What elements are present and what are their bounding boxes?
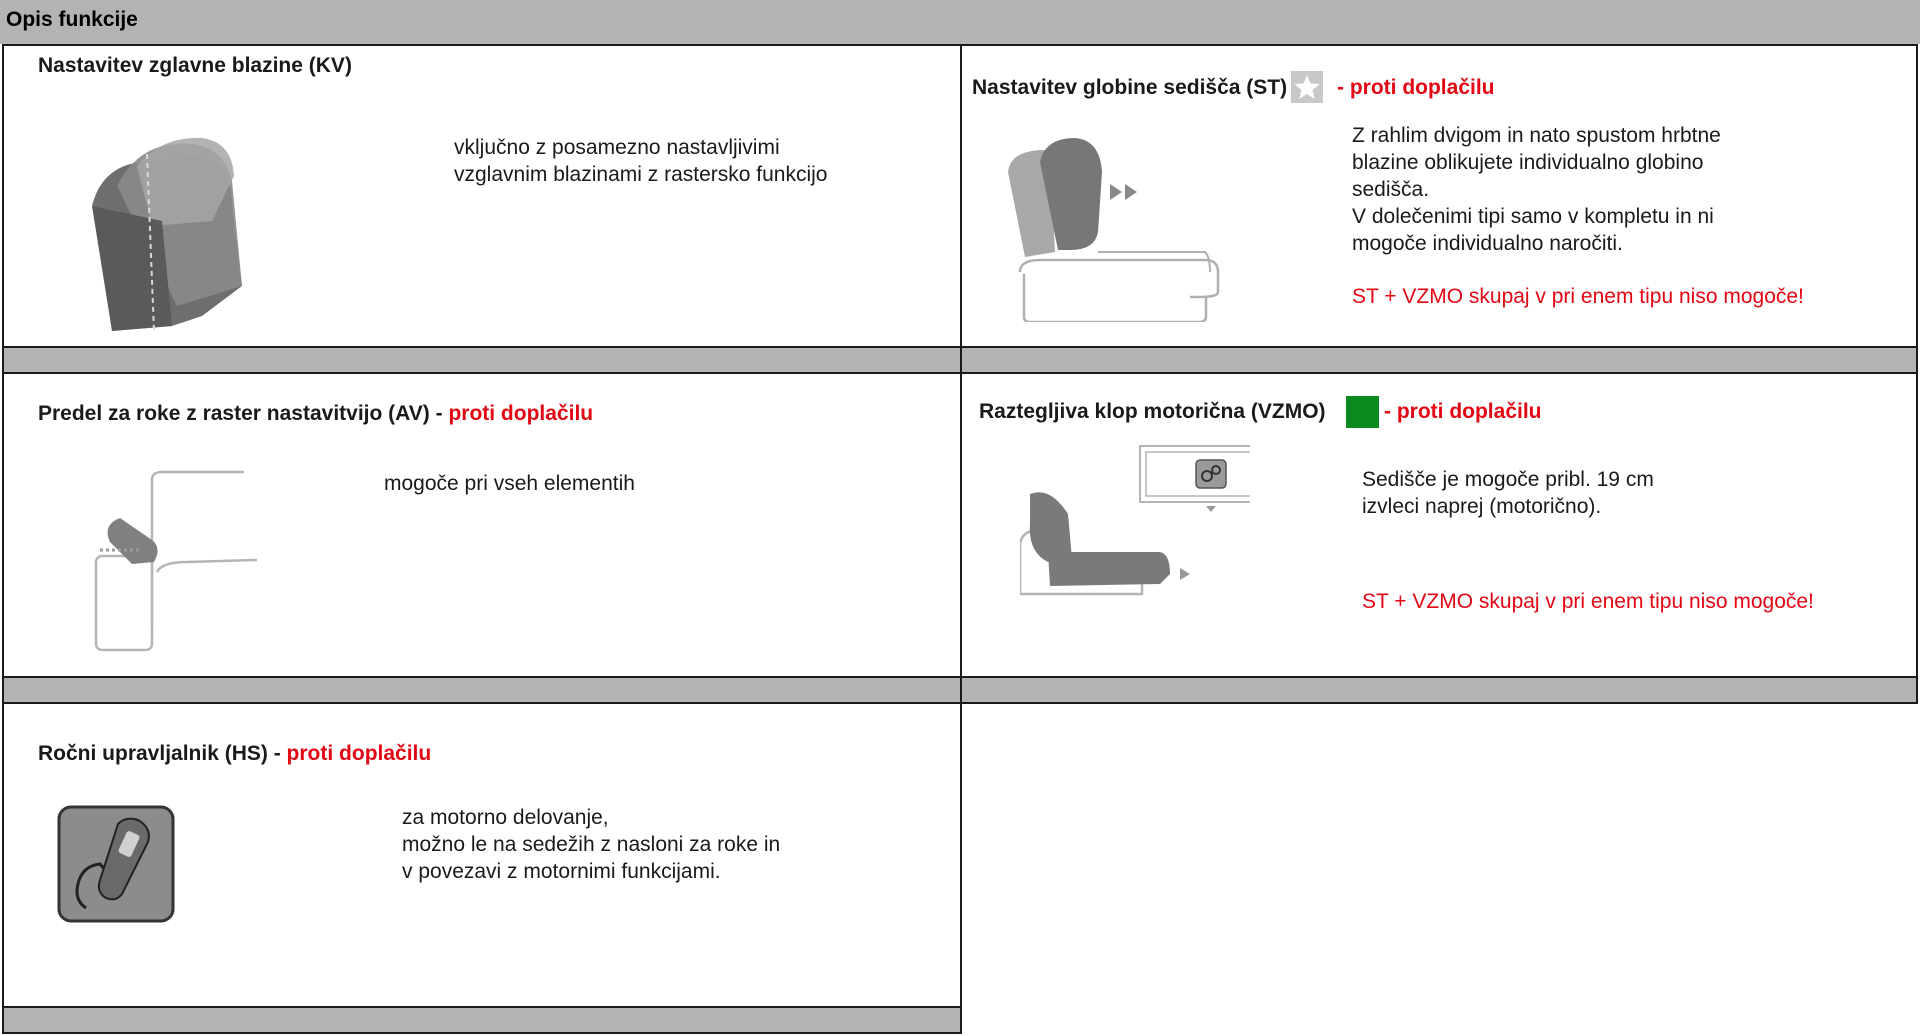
section-vzmo-warning: ST + VZMO skupaj v pri enem tipu niso mogoče! — [1362, 590, 1814, 613]
seat-depth-illustration — [1000, 132, 1220, 322]
section-kv — [2, 44, 962, 374]
section-st-description: Z rahlim dvigom in nato spustom hrbtne blazine oblikujete individualno globino sedišča. V dolečenimi tipi samo v kompletu in ni mogoče individualno naročiti. — [1352, 124, 1721, 255]
page-title: Opis funkcije — [6, 8, 138, 31]
section-av-title: Predel za roke z raster nastavitvijo (AV) - proti doplačilu — [38, 402, 594, 425]
section-av-footer — [4, 676, 960, 702]
star-badge — [1291, 71, 1323, 103]
section-vzmo-footer — [962, 676, 1916, 702]
section-vzmo-description: Sedišče je mogoče pribl. 19 cm izvleci naprej (motorično). — [1362, 468, 1654, 518]
section-kv-footer — [4, 346, 960, 372]
section-st-surcharge: - proti doplačilu — [1337, 76, 1495, 99]
remote-control-icon — [56, 804, 176, 924]
section-st-footer — [962, 346, 1916, 372]
motor-seat-illustration — [1020, 444, 1250, 614]
armrest-illustration — [92, 470, 262, 660]
section-hs-footer — [4, 1006, 960, 1032]
header-bar — [0, 0, 1920, 44]
section-av-description: mogoče pri vseh elementih — [384, 472, 635, 495]
section-st — [960, 44, 1918, 374]
section-vzmo-surcharge: - proti doplačilu — [1384, 400, 1542, 423]
star-icon — [1291, 71, 1323, 103]
section-av — [2, 372, 962, 704]
section-vzmo-title: Raztegljiva klop motorična (VZMO) — [979, 400, 1326, 423]
section-st-warning: ST + VZMO skupaj v pri enem tipu niso mogoče! — [1352, 285, 1804, 308]
section-hs-surcharge: proti doplačilu — [286, 742, 432, 765]
section-av-surcharge: proti doplačilu — [448, 402, 594, 425]
green-badge — [1346, 396, 1379, 428]
section-hs-description: za motorno delovanje, možno le na sedežih z nasloni za roke in v povezavi z motornimi funkcijami. — [402, 806, 781, 883]
section-st-title: Nastavitev globine sedišča (ST) — [972, 76, 1288, 99]
section-kv-title: Nastavitev zglavne blazine (KV) — [38, 54, 352, 77]
section-hs-title: Ročni upravljalnik (HS) - proti doplačilu — [38, 742, 432, 765]
section-vzmo — [960, 372, 1918, 704]
section-hs — [2, 702, 962, 1034]
section-kv-description: vključno z posamezno nastavljivimi vzglavnim blazinami z rastersko funkcijo — [454, 136, 828, 186]
headrest-illustration — [82, 126, 252, 366]
